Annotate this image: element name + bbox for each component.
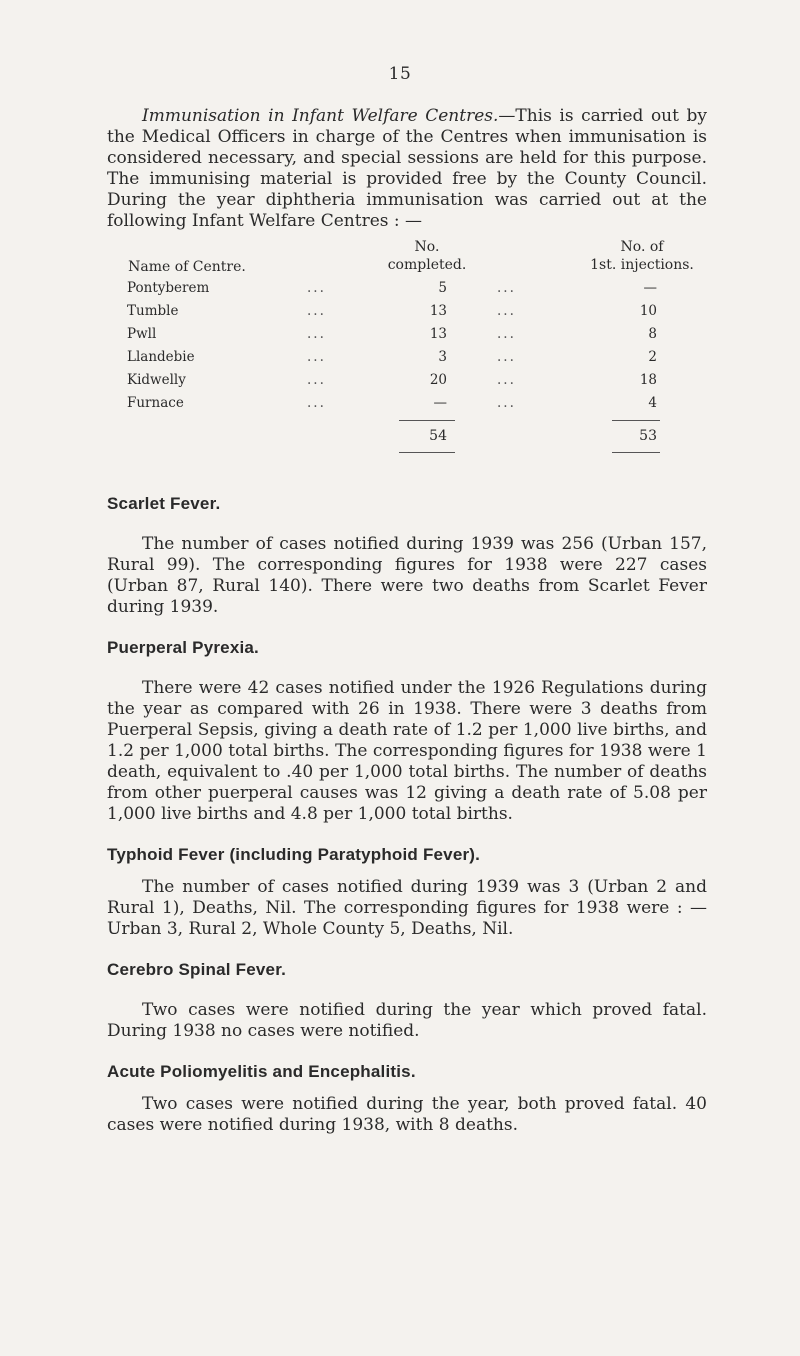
leader-dots: ... — [497, 326, 516, 342]
completed-count: 3 — [438, 349, 447, 365]
centre-name: Llandebie — [127, 349, 195, 365]
total-rule-bottom — [399, 452, 455, 453]
injections-count: 18 — [639, 372, 657, 388]
immunisation-table — [107, 238, 707, 456]
cerebro-spinal-paragraph: Two cases were notified during the year which proved fatal. During 1938 no cases were notified. — [107, 1000, 707, 1041]
immunisation-text: —This is carried out by the Medical Officers in charge of the Centres when immunisation is considered necessary, and special sessions are held for this purpose. The immunising material is provided free by the County Council. During the year diphtheria immunisation was carried out at the following Infant Welfare Centres : — — [107, 106, 707, 231]
leader-dots: ... — [497, 303, 516, 319]
table-row — [107, 393, 707, 416]
table-row — [107, 324, 707, 347]
total-rule-bottom — [612, 452, 660, 453]
centre-name: Pontyberem — [127, 280, 210, 296]
total-completed: 54 — [429, 428, 447, 444]
centre-name: Furnace — [127, 395, 184, 411]
column-header-completed-line1: No. — [414, 239, 440, 255]
leader-dots: ... — [307, 349, 326, 365]
scarlet-fever-paragraph: The number of cases notified during 1939 was 256 (Urban 157, Rural 99). The corresponding figures for 1938 were 227 cases (Urban 87, Rural 140). There were two deaths from Scarlet Fever during 1939. — [107, 534, 707, 617]
injections-count: 10 — [639, 303, 657, 319]
injections-count: 4 — [648, 395, 657, 411]
column-header-injections-line2: 1st. injections. — [590, 257, 694, 273]
leader-dots: ... — [497, 395, 516, 411]
completed-count: 13 — [429, 326, 447, 342]
table-row — [107, 370, 707, 393]
column-header-completed — [377, 238, 477, 274]
injections-count: 2 — [648, 349, 657, 365]
leader-dots: ... — [307, 303, 326, 319]
injections-count: 8 — [648, 326, 657, 342]
column-header-completed-line2: completed. — [387, 257, 467, 273]
total-injections: 53 — [639, 428, 657, 444]
leader-dots: ... — [307, 372, 326, 388]
column-header-centre: Name of Centre. — [128, 259, 246, 275]
total-rule-top — [612, 420, 660, 421]
column-header-injections — [577, 238, 707, 274]
section-heading-cerebro-spinal: Cerebro Spinal Fever. — [107, 960, 286, 979]
section-heading-puerperal-pyrexia: Puerperal Pyrexia. — [107, 638, 259, 657]
section-heading-scarlet-fever: Scarlet Fever. — [107, 494, 221, 513]
leader-dots: ... — [307, 395, 326, 411]
typhoid-paragraph: The number of cases notified during 1939 was 3 (Urban 2 and Rural 1), Deaths, Nil. The corresponding figures for 1938 were : —Urban 3, Rural 2, Whole County 5, Deaths, Nil. — [107, 877, 707, 939]
immunisation-heading: Immunisation in Infant Welfare Centres. — [142, 106, 499, 126]
column-header-injections-line1: No. of — [620, 239, 664, 255]
table-row — [107, 301, 707, 324]
centre-name: Kidwelly — [127, 372, 186, 388]
completed-count: — — [433, 395, 447, 411]
leader-dots: ... — [307, 326, 326, 342]
table-row — [107, 347, 707, 370]
centre-name: Tumble — [127, 303, 179, 319]
completed-count: 5 — [438, 280, 447, 296]
puerperal-pyrexia-paragraph: There were 42 cases notified under the 1926 Regulations during the year as compared with 26 in 1938. There were 3 deaths from Puerperal Sepsis, giving a death rate of 1.2 per 1,000 live births, and 1.2 per 1,000 total births. The corresponding figures for 1938 were 1 death, equivalent to .40 per 1,000 total births. The number of deaths from other puerperal causes was 12 giving a death rate of 5.08 per 1,000 live births and 4.8 per 1,000 total births. — [107, 678, 707, 824]
leader-dots: ... — [307, 280, 326, 296]
totals-row — [107, 416, 707, 456]
leader-dots: ... — [497, 349, 516, 365]
completed-count: 20 — [429, 372, 447, 388]
section-heading-poliomyelitis: Acute Poliomyelitis and Encephalitis. — [107, 1062, 416, 1081]
leader-dots: ... — [497, 280, 516, 296]
injections-count: — — [643, 280, 657, 296]
page-content — [107, 106, 707, 1136]
section-heading-typhoid: Typhoid Fever (including Paratyphoid Fever). — [107, 845, 481, 864]
centre-name: Pwll — [127, 326, 157, 342]
total-rule-top — [399, 420, 455, 421]
page-number: 15 — [388, 64, 412, 84]
table-row — [107, 278, 707, 301]
poliomyelitis-paragraph: Two cases were notified during the year, both proved fatal. 40 cases were notified during 1938, with 8 deaths. — [107, 1094, 707, 1135]
leader-dots: ... — [497, 372, 516, 388]
immunisation-paragraph — [107, 106, 707, 232]
table-header — [107, 238, 707, 278]
completed-count: 13 — [429, 303, 447, 319]
